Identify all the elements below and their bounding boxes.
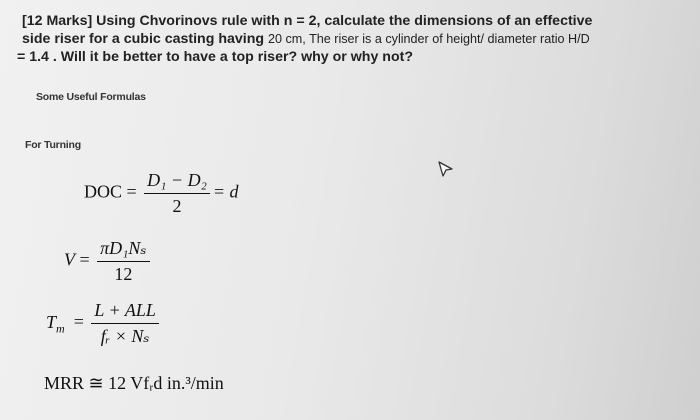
tm-lhs-base: T [46,311,57,332]
doc-denominator: 2 [172,196,182,216]
tm-fraction [91,300,159,347]
question-line-2 [22,30,590,49]
v-lhs: V [64,249,75,270]
question-line-2-light: 20 cm, The riser is a cylinder of height/ diameter ratio H/D [268,32,590,46]
doc-rhs: = d [212,181,239,202]
mouse-pointer-icon [437,160,455,183]
tm-lhs-sub: m [56,321,65,336]
doc-numerator: D₁ − D₂ [147,170,207,190]
useful-formulas-heading: Some Useful Formulas [36,91,146,103]
question-line-1: [12 Marks] Using Chvorinovs rule with n = 2, calculate the dimensions of an effective [22,13,593,29]
question-line-3: = 1.4 . Will it be better to have a top riser? why or why not? [17,49,414,65]
v-denominator: 12 [114,264,133,284]
doc-lhs: DOC [84,181,123,202]
for-turning-heading: For Turning [25,139,81,151]
v-fraction [97,238,149,285]
v-numerator: πD₁Nₛ [100,238,147,258]
tm-formula: $T_m$ = $\frac{\text{L + ALL}}{\text{fᵣ × Nₛ}}$ [46,300,162,347]
question-line-2-bold: side riser for a cubic casting having [22,31,268,47]
doc-formula: DOC = $\frac{\text{D₁ − D₂}}{2}$ = d [84,170,239,216]
tm-numerator: L + ALL [94,300,156,320]
mrr-formula: MRR ≅ 12 Vfᵣd in.³/min [44,373,224,393]
doc-fraction [144,170,210,217]
tm-lhs [46,311,65,336]
v-formula: V = $\frac{\text{πD₁Nₛ}}{12}$ [64,238,153,285]
tm-denominator: fᵣ × Nₛ [100,326,150,346]
